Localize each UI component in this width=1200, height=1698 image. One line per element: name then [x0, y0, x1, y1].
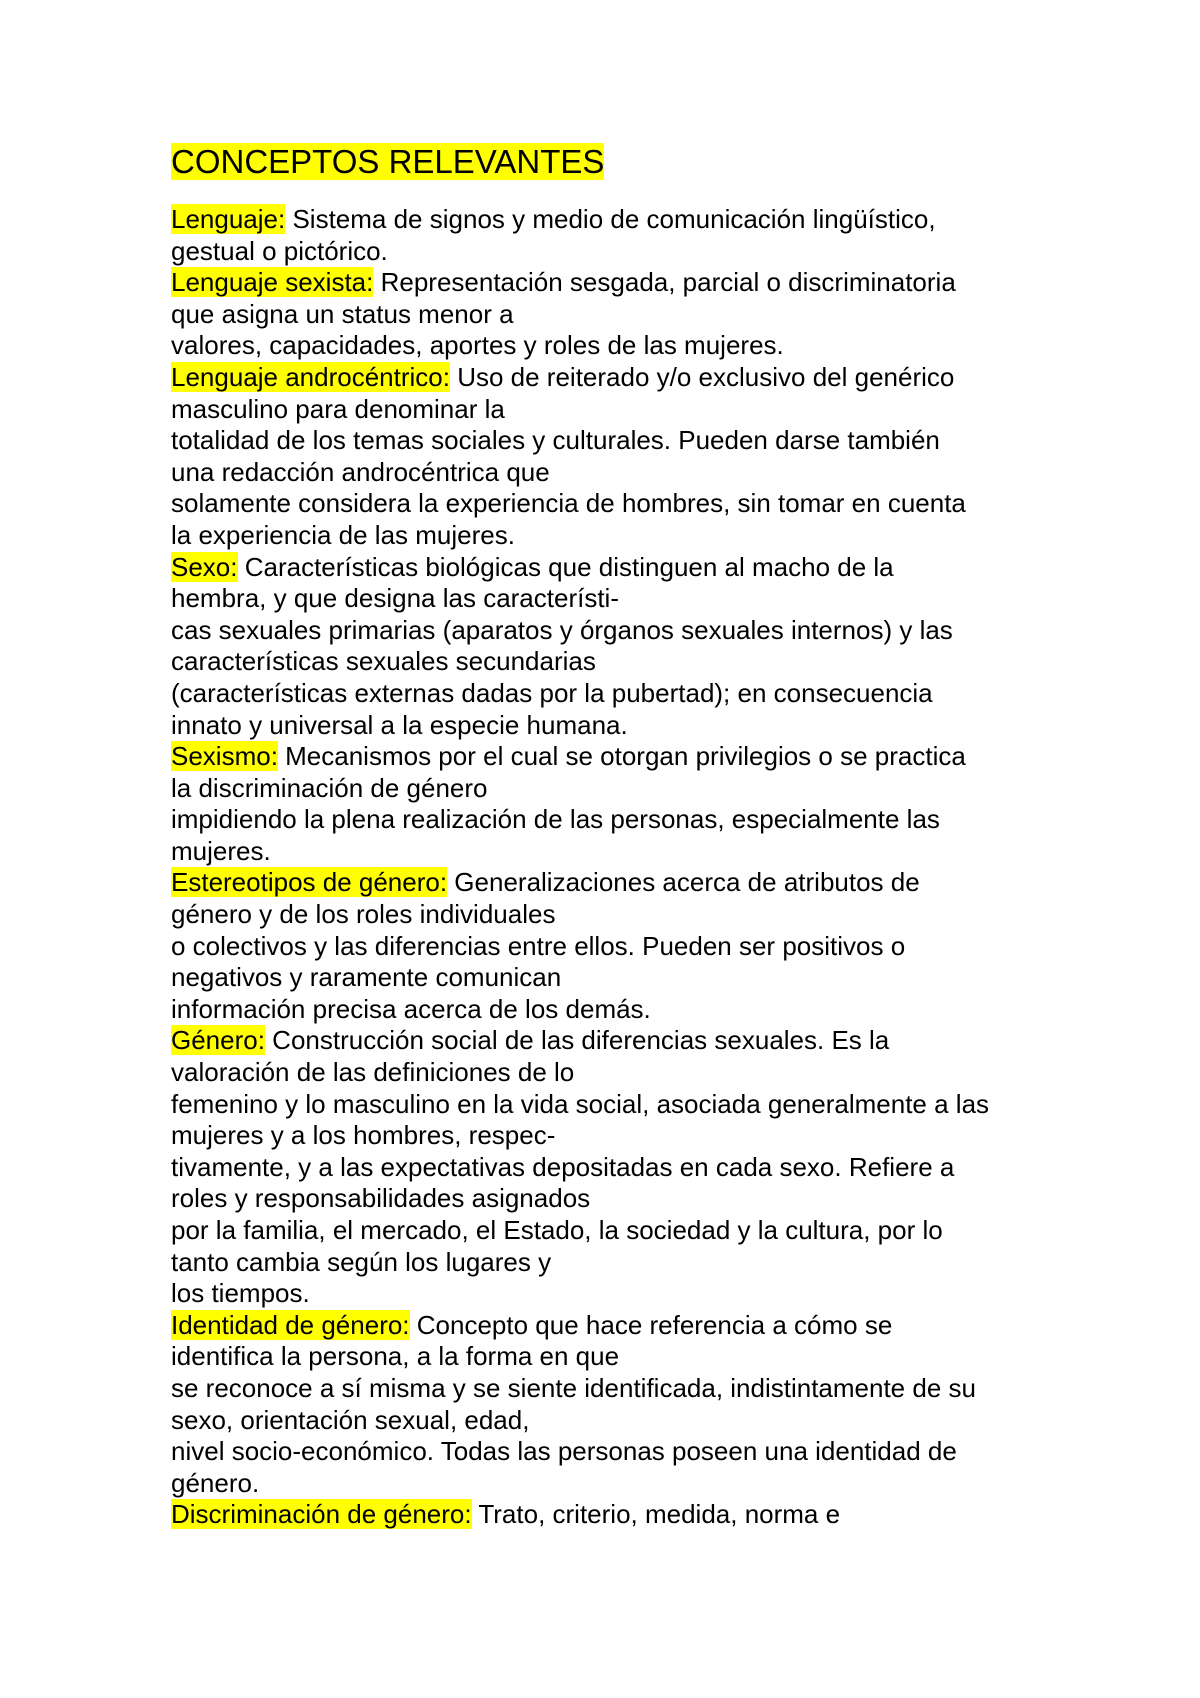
definition-line	[171, 299, 1071, 331]
definition-text: sexo, orientación sexual, edad,	[171, 1404, 530, 1435]
definition-line	[171, 1247, 1071, 1279]
definition-line	[171, 236, 1071, 268]
definition-text: la experiencia de las mujeres.	[171, 519, 515, 550]
definition-line	[171, 804, 1071, 836]
definition-line	[171, 1341, 1071, 1373]
definition-text: (características externas dadas por la pubertad); en consecuencia	[171, 677, 933, 708]
highlighted-term: Estereotipos de género:	[171, 867, 448, 898]
definition-text: Representación sesgada, parcial o discriminatoria	[373, 267, 956, 298]
definition-text: Sistema de signos y medio de comunicación lingüístico,	[285, 204, 936, 234]
definition-text: mujeres.	[171, 835, 271, 866]
definition-line-start	[171, 552, 1071, 584]
definition-text: Características biológicas que distinguen al macho de la	[237, 551, 894, 582]
definition-line	[171, 678, 1071, 710]
definition-text: los tiempos.	[171, 1278, 310, 1309]
highlighted-term: Discriminación de género:	[171, 1499, 472, 1530]
definition-line	[171, 1183, 1071, 1215]
definition-line	[171, 1215, 1071, 1247]
definition-text: hembra, y que designa las característi-	[171, 583, 619, 614]
definition-text: tanto cambia según los lugares y	[171, 1246, 552, 1277]
definition-line-start	[171, 267, 1071, 299]
definition-text: o colectivos y las diferencias entre ellos. Pueden ser positivos o	[171, 930, 906, 961]
definition-line	[171, 931, 1071, 963]
document-body	[171, 204, 1071, 1531]
definition-text: valores, capacidades, aportes y roles de las mujeres.	[171, 330, 784, 361]
definition-text: características sexuales secundarias	[171, 646, 596, 677]
definition-text: género.	[171, 1467, 260, 1498]
definition-text: femenino y lo masculino en la vida social, asociada generalmente a las	[171, 1088, 990, 1119]
definition-text: una redacción androcéntrica que	[171, 456, 550, 487]
definition-line	[171, 994, 1071, 1026]
definition-text: Generalizaciones acerca de atributos de	[447, 867, 920, 898]
definition-line	[171, 962, 1071, 994]
definition-line-start	[171, 362, 1071, 394]
definition-line	[171, 710, 1071, 742]
definition-line	[171, 425, 1071, 457]
definition-text: solamente considera la experiencia de hombres, sin tomar en cuenta	[171, 488, 966, 519]
definition-line-start	[171, 204, 1071, 236]
highlighted-term: Lenguaje androcéntrico:	[171, 361, 450, 392]
definition-line	[171, 1405, 1071, 1437]
definition-text: género y de los roles individuales	[171, 899, 556, 930]
definition-text: impidiendo la plena realización de las personas, especialmente las	[171, 804, 940, 835]
highlighted-term: Género:	[171, 1025, 265, 1056]
definition-line	[171, 330, 1071, 362]
definition-line-start	[171, 867, 1071, 899]
definition-line-start	[171, 1499, 1071, 1531]
highlighted-term: Sexo:	[171, 551, 238, 582]
definition-line	[171, 646, 1071, 678]
definition-text: gestual o pictórico.	[171, 235, 388, 266]
highlighted-term: Lenguaje:	[171, 204, 286, 234]
definition-text: identifica la persona, a la forma en que	[171, 1341, 620, 1372]
definition-text: negativos y raramente comunican	[171, 962, 562, 993]
definition-text: por la familia, el mercado, el Estado, la sociedad y la cultura, por lo	[171, 1215, 943, 1245]
definition-line	[171, 1436, 1071, 1468]
highlighted-term: Sexismo:	[171, 741, 278, 772]
definition-line	[171, 488, 1071, 520]
definition-text: totalidad de los temas sociales y culturales. Pueden darse también	[171, 425, 940, 456]
definition-text: Construcción social de las diferencias sexuales. Es la	[264, 1025, 890, 1056]
definition-line	[171, 1278, 1071, 1310]
definition-text: Uso de reiterado y/o exclusivo del genérico	[449, 361, 955, 392]
definition-text: se reconoce a sí misma y se siente identificada, indistintamente de su	[171, 1372, 976, 1403]
definition-line	[171, 1152, 1071, 1184]
definition-text: masculino para denominar la	[171, 393, 505, 424]
definition-line	[171, 394, 1071, 426]
document-title-text: CONCEPTOS RELEVANTES	[171, 143, 605, 180]
document-title	[171, 140, 1071, 184]
definition-text: roles y responsabilidades asignados	[171, 1183, 591, 1214]
definition-text: innato y universal a la especie humana.	[171, 709, 628, 740]
highlighted-term: Identidad de género:	[171, 1309, 410, 1340]
definition-text: la discriminación de género	[171, 772, 488, 803]
definition-line	[171, 899, 1071, 931]
definition-text: cas sexuales primarias (aparatos y órganos sexuales internos) y las	[171, 614, 953, 645]
definition-text: Trato, criterio, medida, norma e	[471, 1499, 841, 1530]
definition-line	[171, 457, 1071, 489]
definition-line	[171, 520, 1071, 552]
definition-text: información precisa acerca de los demás.	[171, 993, 651, 1024]
definition-line	[171, 836, 1071, 868]
definition-line	[171, 773, 1071, 805]
definition-line	[171, 1373, 1071, 1405]
document-page	[171, 140, 1071, 1531]
definition-line-start	[171, 1025, 1071, 1057]
definition-line	[171, 1057, 1071, 1089]
definition-text: tivamente, y a las expectativas depositadas en cada sexo. Refiere a	[171, 1151, 955, 1182]
definition-line	[171, 583, 1071, 615]
definition-text: valoración de las definiciones de lo	[171, 1057, 575, 1088]
definition-line-start	[171, 741, 1071, 773]
definition-text: Concepto que hace referencia a cómo se	[409, 1309, 893, 1340]
definition-line	[171, 1089, 1071, 1121]
definition-line	[171, 1468, 1071, 1500]
definition-line	[171, 615, 1071, 647]
definition-text: que asigna un status menor a	[171, 298, 514, 329]
definition-text: Mecanismos por el cual se otorgan privilegios o se practica	[277, 741, 966, 772]
definition-text: nivel socio-económico. Todas las personas poseen una identidad de	[171, 1436, 957, 1467]
highlighted-term: Lenguaje sexista:	[171, 267, 374, 298]
definition-line-start	[171, 1310, 1071, 1342]
definition-text: mujeres y a los hombres, respec-	[171, 1120, 556, 1151]
definition-line	[171, 1120, 1071, 1152]
